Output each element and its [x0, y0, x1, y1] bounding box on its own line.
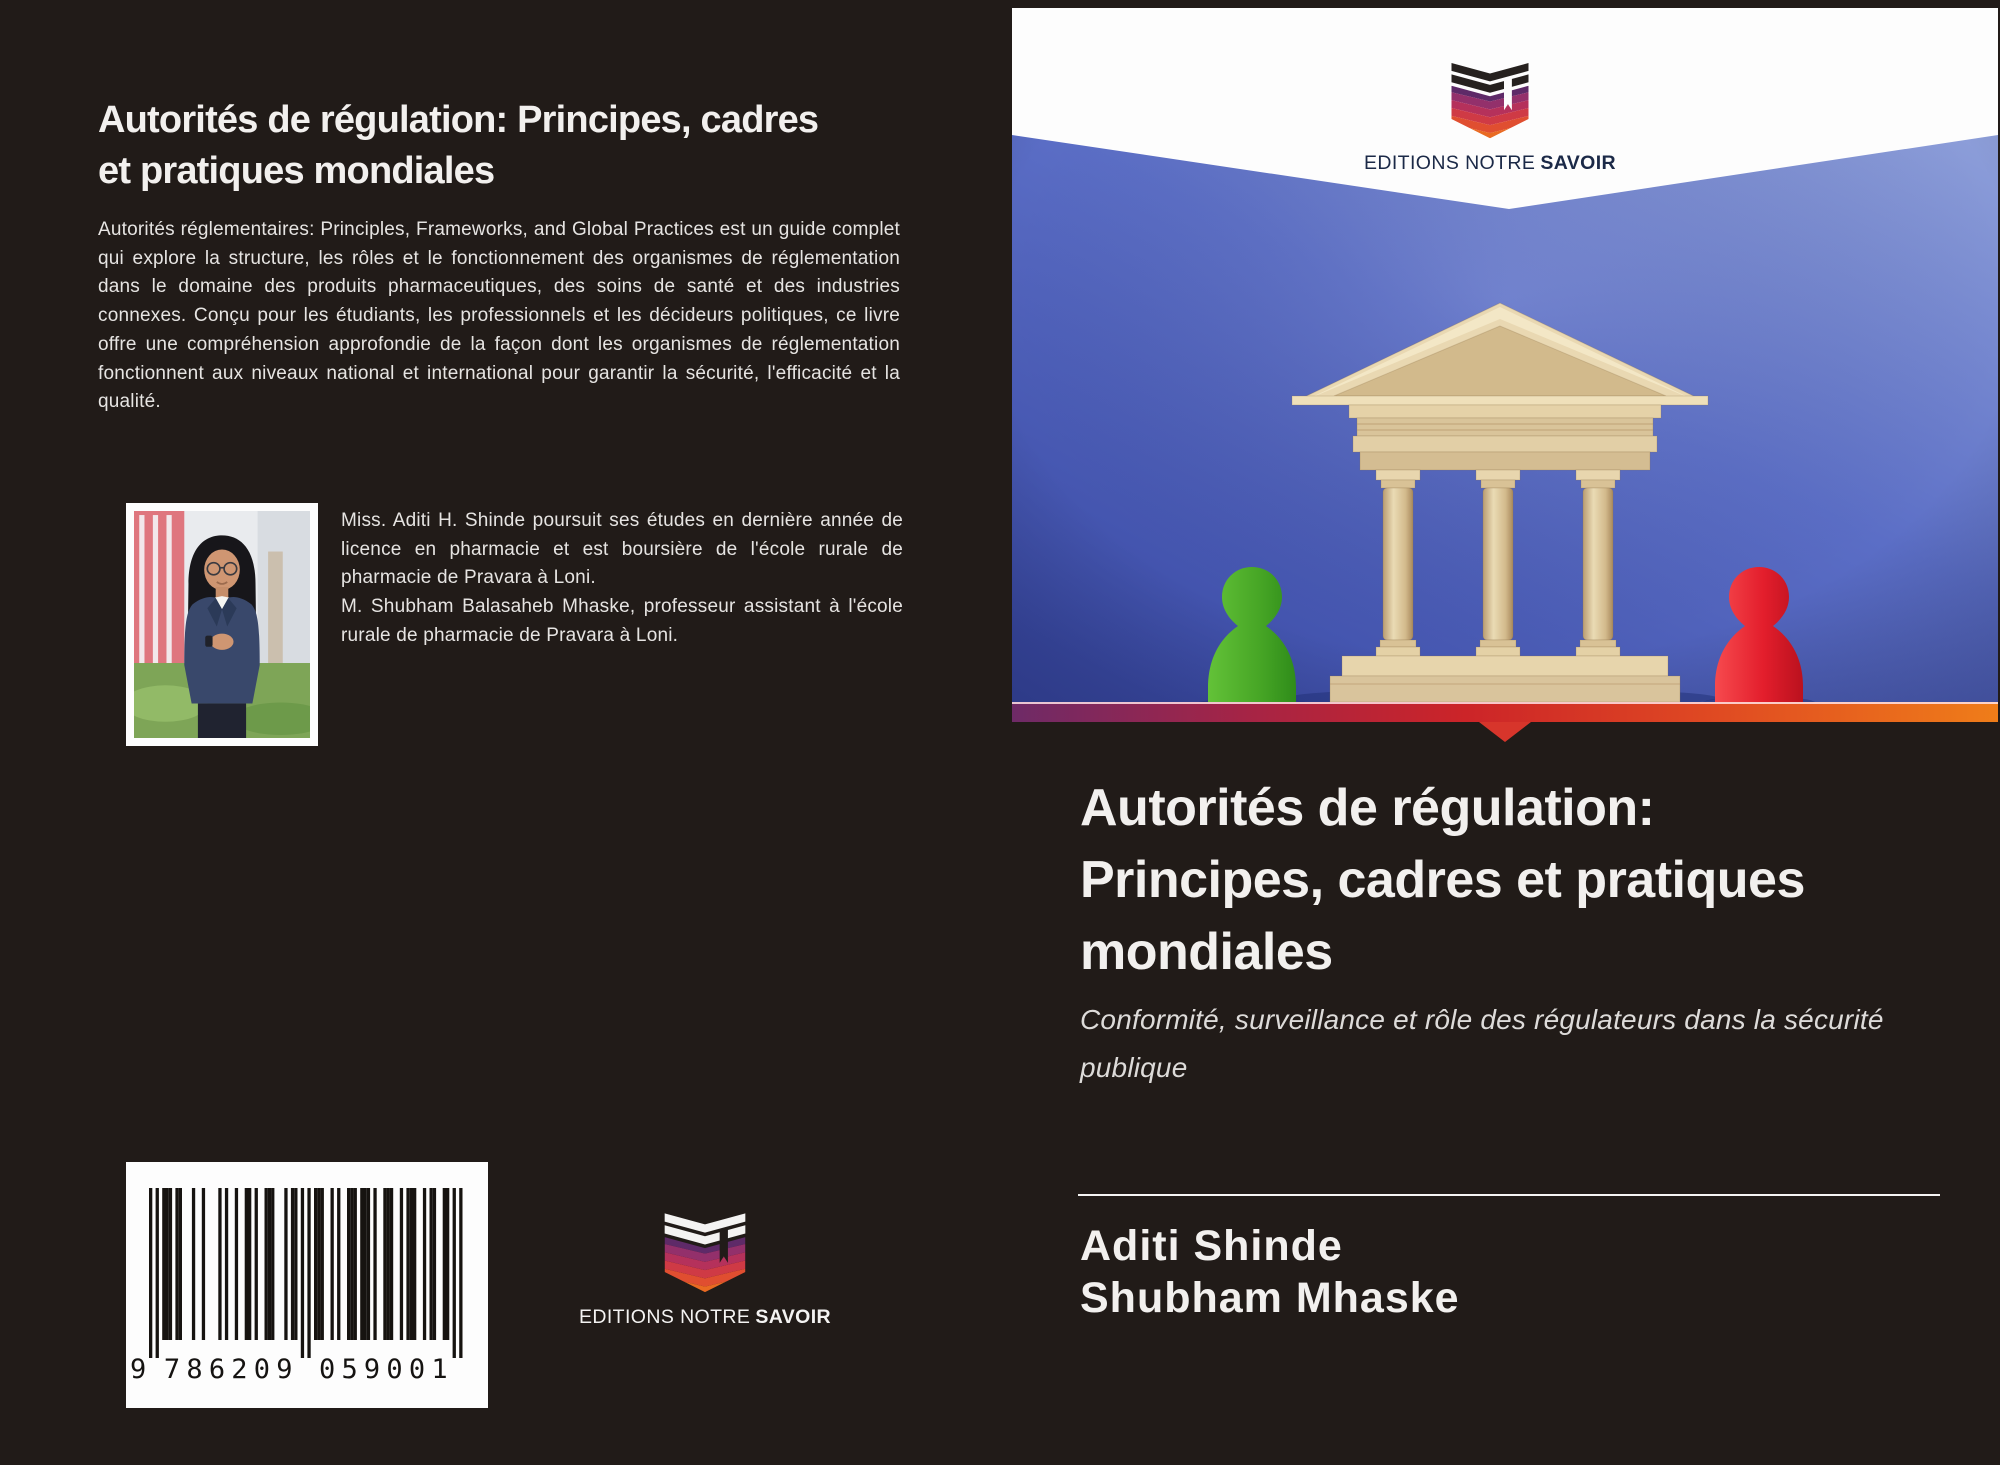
svg-text:059001: 059001: [319, 1354, 448, 1385]
publisher-wordmark: [1340, 152, 1640, 175]
front-title-line-1: Autorités de régulation:: [1080, 779, 1655, 837]
open-book-logo-icon: [1446, 56, 1534, 140]
publisher-name-bold: SAVOIR: [755, 1306, 832, 1328]
author-bio-paragraph-2: M. Shubham Balasaheb Mhaske, professeur assistant à l'école rurale de pharmacie de Pravara à Loni.: [341, 596, 903, 646]
ean13-barcode-svg: [126, 1162, 488, 1408]
author-name-2: Shubham Mhaske: [1080, 1274, 1460, 1322]
author-bio-paragraph-1: Miss. Aditi H. Shinde poursuit ses études en dernière année de licence en pharmacie et est boursière de l'école rurale de pharmacie de Pravara à Loni.: [341, 510, 903, 589]
author-photo: [126, 503, 318, 746]
svg-text:786209: 786209: [163, 1354, 293, 1385]
back-cover-description: Autorités réglementaires: Principles, Frameworks, and Global Practices est un guide complet qui explore la structure, les rôles et le fonctionnement des organismes de réglementation dans le domaine des produits pharmaceutiques, des soins de santé et des industries connexes. Conçu pour les étudiants, les professionnels et les décideurs politiques, ce livre offre une compréhension approfondie de la façon dont les organismes de réglementation fonctionnent aux niveaux national et international pour garantir la sécurité, l'efficacité et la qualité.: [98, 219, 900, 413]
publisher-name-regular: EDITIONS NOTRE: [578, 1306, 751, 1328]
front-title-line-3: mondiales: [1080, 923, 1333, 981]
publisher-logo-back: [555, 1206, 855, 1329]
accent-gradient-strip: [1012, 702, 1998, 722]
author-name-1: Aditi Shinde: [1080, 1222, 1343, 1270]
back-title-line-1: Autorités de régulation: Principes, cadres: [98, 99, 819, 141]
front-cover-subtitle: Conformité, surveillance et rôle des régulateurs dans la sécurité publique: [1080, 1004, 1884, 1083]
publisher-name-bold: SAVOIR: [1540, 152, 1617, 174]
isbn-barcode: [126, 1162, 488, 1408]
author-bio: [341, 507, 903, 651]
front-title-line-2: Principes, cadres et pratiques: [1080, 851, 1805, 909]
author-divider-rule: [1078, 1194, 1940, 1196]
back-cover-title: [98, 95, 928, 197]
svg-text:9: 9: [130, 1354, 147, 1385]
front-cover-title: [1080, 772, 1805, 988]
publisher-logo-front: [1340, 56, 1640, 175]
author-photo-image: [134, 511, 310, 738]
publisher-wordmark: [555, 1306, 855, 1329]
back-title-line-2: et pratiques mondiales: [98, 150, 495, 192]
open-book-logo-icon: [659, 1206, 751, 1294]
publisher-name-regular: EDITIONS NOTRE: [1363, 152, 1536, 174]
front-cover-authors: [1080, 1220, 1460, 1324]
